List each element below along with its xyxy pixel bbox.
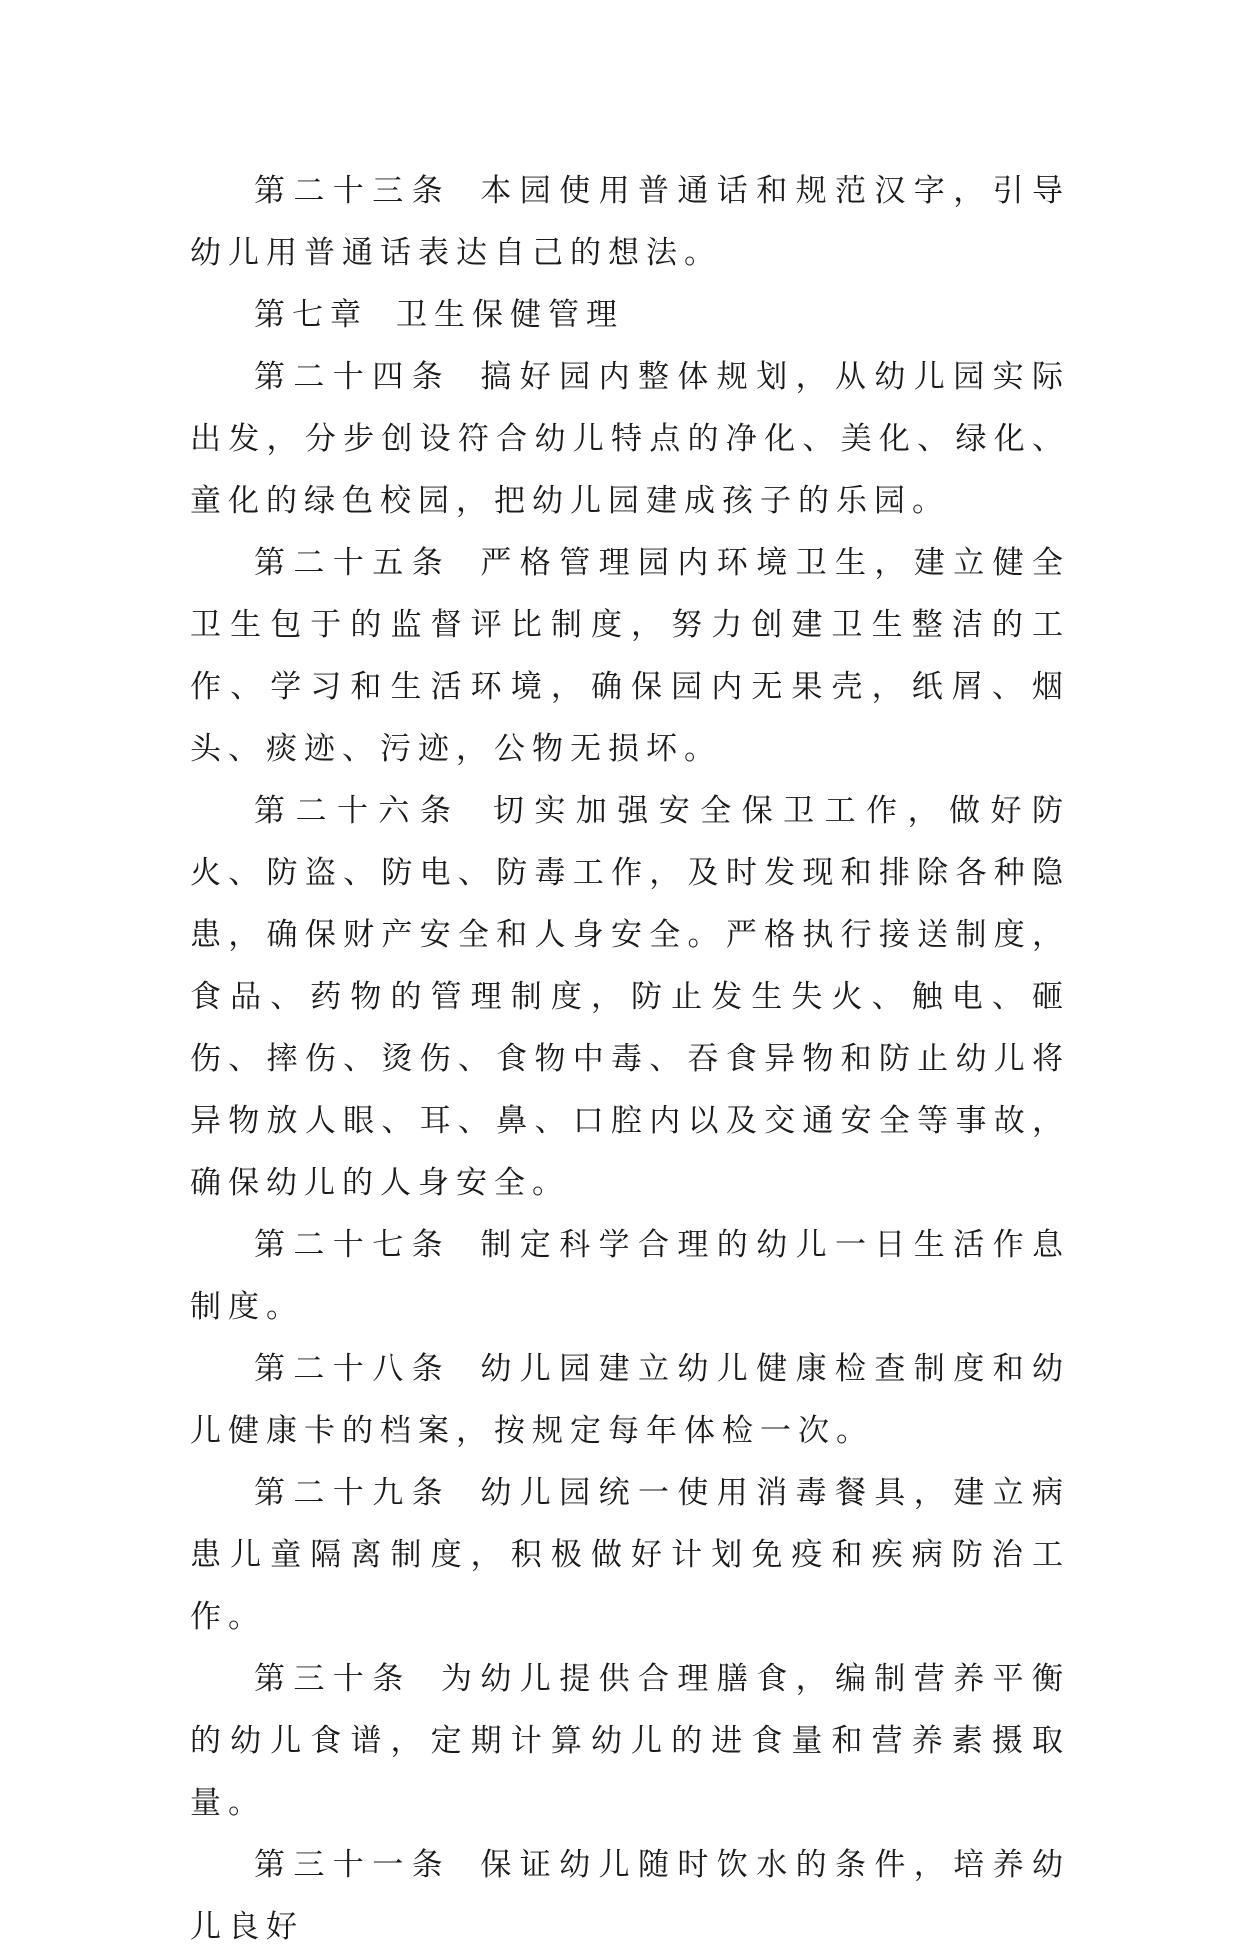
chapter-number: 第七章	[254, 297, 368, 333]
article-number: 第三十一条	[254, 1847, 451, 1883]
article-number: 第二十三条	[254, 173, 451, 209]
chapter-heading	[190, 284, 1070, 346]
paragraph-article-24	[190, 346, 1070, 532]
article-number: 第二十九条	[254, 1475, 451, 1511]
article-text: 幼儿园建立幼儿健康检查制度和幼儿健康卡的档案，按规定每年体检一次。	[190, 1351, 1070, 1449]
paragraph-article-25	[190, 532, 1070, 780]
article-text: 制定科学合理的幼儿一日生活作息制度。	[190, 1227, 1070, 1325]
paragraph-article-29	[190, 1462, 1070, 1648]
paragraph-article-28	[190, 1338, 1070, 1462]
article-text: 搞好园内整体规划，从幼儿园实际出发，分步创设符合幼儿特点的净化、美化、绿化、童化的绿色校园，把幼儿园建成孩子的乐园。	[190, 359, 1070, 519]
article-text: 切实加强安全保卫工作，做好防火、防盗、防电、防毒工作，及时发现和排除各种隐患，确保财产安全和人身安全。严格执行接送制度，食品、药物的管理制度，防止发生失火、触电、砸伤、摔伤、烫伤、食物中毒、吞食异物和防止幼儿将异物放人眼、耳、鼻、口腔内以及交通安全等事故，确保幼儿的人身安全。	[190, 793, 1071, 1201]
article-text: 本园使用普通话和规范汉字，引导幼儿用普通话表达自己的想法。	[190, 173, 1070, 271]
paragraph-article-26	[190, 780, 1070, 1214]
article-text: 保证幼儿随时饮水的条件，培养幼儿良好	[190, 1847, 1070, 1945]
article-text: 为幼儿提供合理膳食，编制营养平衡的幼儿食谱，定期计算幼儿的进食量和营养素摄取量。	[190, 1661, 1071, 1821]
paragraph-article-30	[190, 1648, 1070, 1834]
paragraph-article-23	[190, 160, 1070, 284]
article-number: 第二十五条	[254, 545, 451, 581]
paragraph-article-27	[190, 1214, 1070, 1338]
article-number: 第二十八条	[254, 1351, 451, 1387]
article-number: 第三十条	[254, 1661, 412, 1697]
chapter-title: 卫生保健管理	[396, 297, 624, 333]
article-text: 幼儿园统一使用消毒餐具，建立病患儿童隔离制度，积极做好计划免疫和疾病防治工作。	[190, 1475, 1070, 1635]
paragraph-article-31	[190, 1834, 1070, 1958]
article-number: 第二十四条	[254, 359, 451, 395]
article-number: 第二十六条	[254, 793, 462, 829]
document-body	[190, 160, 1070, 1958]
article-text: 严格管理园内环境卫生，建立健全卫生包于的监督评比制度，努力创建卫生整洁的工作、学习和生活环境，确保园内无果壳，纸屑、烟头、痰迹、污迹，公物无损坏。	[190, 545, 1070, 767]
article-number: 第二十七条	[254, 1227, 451, 1263]
